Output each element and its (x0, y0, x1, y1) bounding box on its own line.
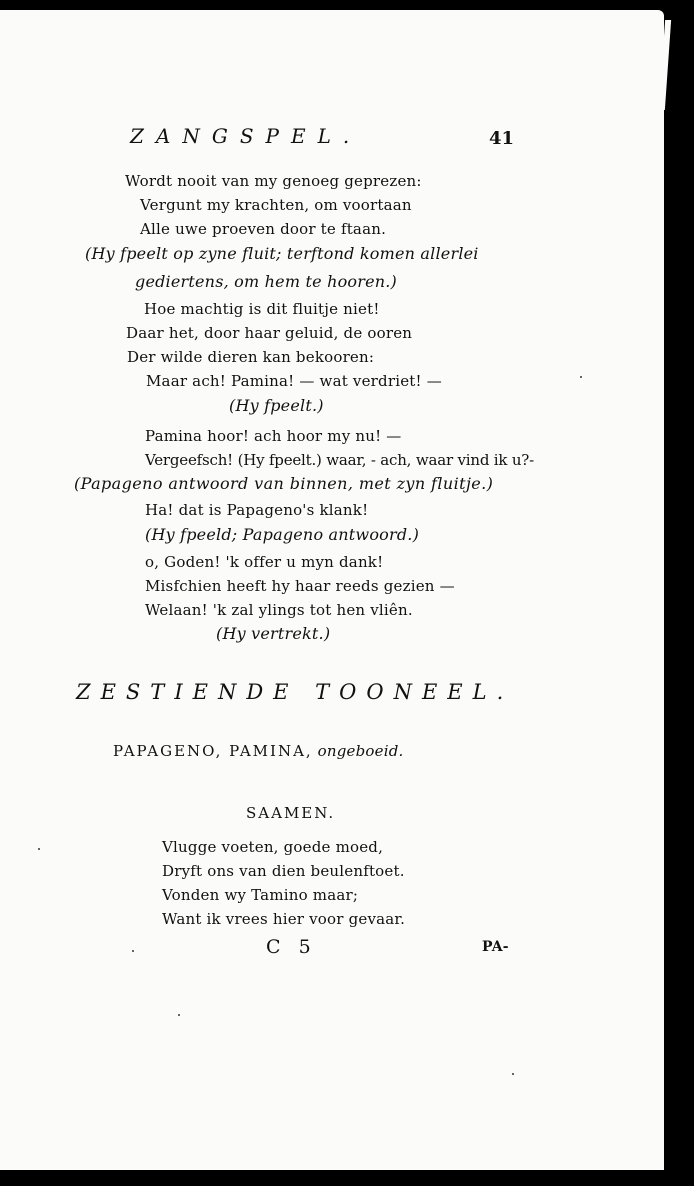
text-line: Daar het, door haar geluid, de ooren (126, 324, 413, 342)
text-line: Der wilde dieren kan bekooren: (127, 348, 375, 366)
text-line: Misfchien heeft hy haar reeds gezien — (145, 577, 455, 595)
signature-mark: C 5 (266, 936, 317, 958)
verse-line: Vonden wy Tamino maar; (162, 886, 359, 904)
stage-direction: (Hy vertrekt.) (216, 624, 331, 643)
catchword: PA- (482, 939, 509, 955)
page-edge-shadow (664, 0, 694, 1186)
character-names: PAPAGENO, PAMINA, (113, 742, 313, 760)
text-line: Maar ach! Pamina! — wat verdriet! — (146, 372, 442, 390)
text-line: Hoe machtig is dit fluitje niet! (144, 300, 380, 318)
stage-direction: (Hy fpeelt op zyne fluit; terftond komen allerlei (85, 244, 479, 263)
verse-line: Want ik vrees hier voor gevaar. (162, 910, 406, 928)
stage-direction: (Hy fpeelt.) (229, 396, 324, 415)
text-line: Vergunt my krachten, om voortaan (140, 196, 412, 214)
text-line: Pamina hoor! ach hoor my nu! — (145, 427, 402, 445)
text-line: Alle uwe proeven door te ftaan. (140, 220, 387, 238)
verse-line: Dryft ons van dien beulenftoet. (162, 862, 405, 880)
character-note: ongeboeid. (317, 742, 404, 760)
stage-direction: (Hy fpeeld; Papageno antwoord.) (145, 525, 420, 544)
stage-direction: gediertens, om hem te hooren.) (135, 272, 397, 291)
paper-speck (512, 1073, 514, 1075)
character-list (113, 742, 404, 760)
paper-speck (38, 848, 40, 850)
paper-speck (178, 1014, 180, 1016)
stage-direction: (Papageno antwoord van binnen, met zyn fluitje.) (74, 474, 494, 493)
page-number: 41 (489, 128, 515, 149)
text-line: Ha! dat is Papageno's klank! (145, 501, 369, 519)
paper-speck (580, 376, 582, 378)
paper-speck (132, 950, 134, 952)
scene-title: ZESTIENDE TOONEEL. (76, 680, 514, 704)
text-line: o, Goden! 'k offer u myn dank! (145, 553, 384, 571)
running-title: ZANGSPEL. (130, 124, 362, 148)
section-label: SAAMEN. (246, 804, 336, 822)
verse-line: Vlugge voeten, goede moed, (162, 838, 384, 856)
text-line: Welaan! 'k zal ylings tot hen vliên. (145, 601, 413, 619)
text-line: Vergeefsch! (Hy fpeelt.) waar, - ach, waar vind ik u?- (145, 451, 535, 469)
text-line: Wordt nooit van my genoeg geprezen: (125, 172, 422, 190)
